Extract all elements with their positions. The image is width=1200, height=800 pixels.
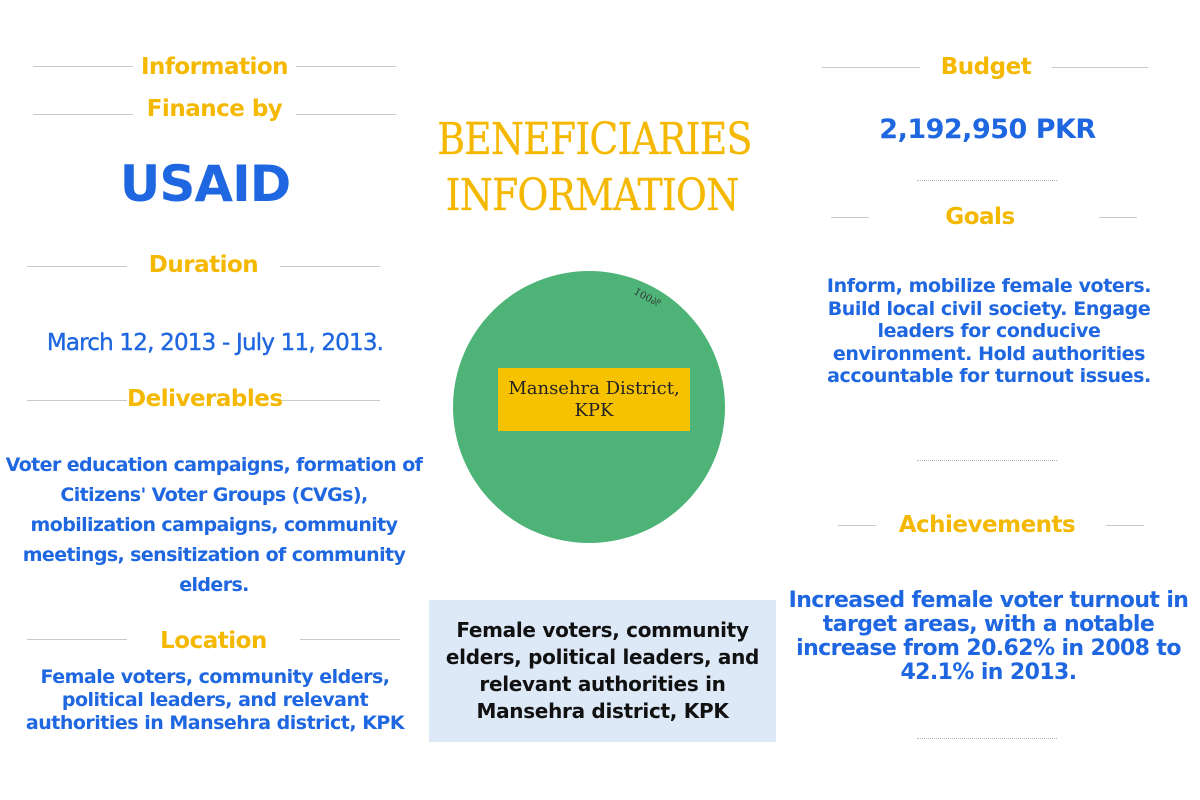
dotted-divider <box>917 738 1057 739</box>
pie-category-label <box>498 368 690 431</box>
finance-heading: Finance by <box>146 96 283 122</box>
location-text: Female voters, community elders, political leaders, and relevant authorities in Mansehra district, KPK <box>25 666 405 734</box>
achievements-heading: Achievements <box>898 512 1076 538</box>
divider-line <box>280 400 380 401</box>
divider-line <box>1052 67 1148 68</box>
divider-line <box>33 114 133 115</box>
divider-line <box>831 217 869 218</box>
divider-line <box>296 114 396 115</box>
budget-heading: Budget <box>940 54 1032 80</box>
location-heading: Location <box>160 628 267 654</box>
goals-text: Inform, mobilize female voters. Build local civil society. Engage leaders for conducive environment. Hold authorities accountable for turnout issues. <box>826 275 1152 387</box>
divider-line <box>1099 217 1137 218</box>
pie-data-label: 100% <box>632 284 664 308</box>
goals-heading: Goals <box>945 204 1015 230</box>
divider-line <box>33 66 133 67</box>
divider-line <box>27 400 127 401</box>
divider-line <box>280 266 380 267</box>
beneficiaries-box <box>429 600 776 742</box>
divider-line <box>1106 525 1144 526</box>
pie-category-text: Mansehra District, KPK <box>508 377 680 421</box>
duration-heading: Duration <box>148 252 259 278</box>
deliverables-text: Voter education campaigns, formation of Citizens' Voter Groups (CVGs), mobilization campaigns, community meetings, sensitization of community elders. <box>5 454 423 596</box>
achievements-text: Increased female voter turnout in target areas, with a notable increase from 20.62% in 2008 to 42.1% in 2013. <box>788 588 1189 685</box>
dotted-divider <box>917 460 1057 461</box>
divider-line <box>822 67 920 68</box>
beneficiaries-text: Female voters, community elders, political leaders, and relevant authorities in Mansehra district, KPK <box>445 618 760 723</box>
budget-value: 2,192,950 PKR <box>879 114 1096 145</box>
divider-line <box>300 639 400 640</box>
information-heading: Information <box>140 54 289 80</box>
divider-line <box>296 66 396 67</box>
divider-line <box>838 525 876 526</box>
dotted-divider <box>917 180 1057 181</box>
page-title: BENEFICIARIES INFORMATION <box>437 114 752 221</box>
duration-value: March 12, 2013 - July 11, 2013. <box>46 330 384 356</box>
funder-name: USAID <box>119 155 291 213</box>
divider-line <box>27 266 127 267</box>
divider-line <box>27 639 127 640</box>
deliverables-heading: Deliverables <box>127 386 283 412</box>
